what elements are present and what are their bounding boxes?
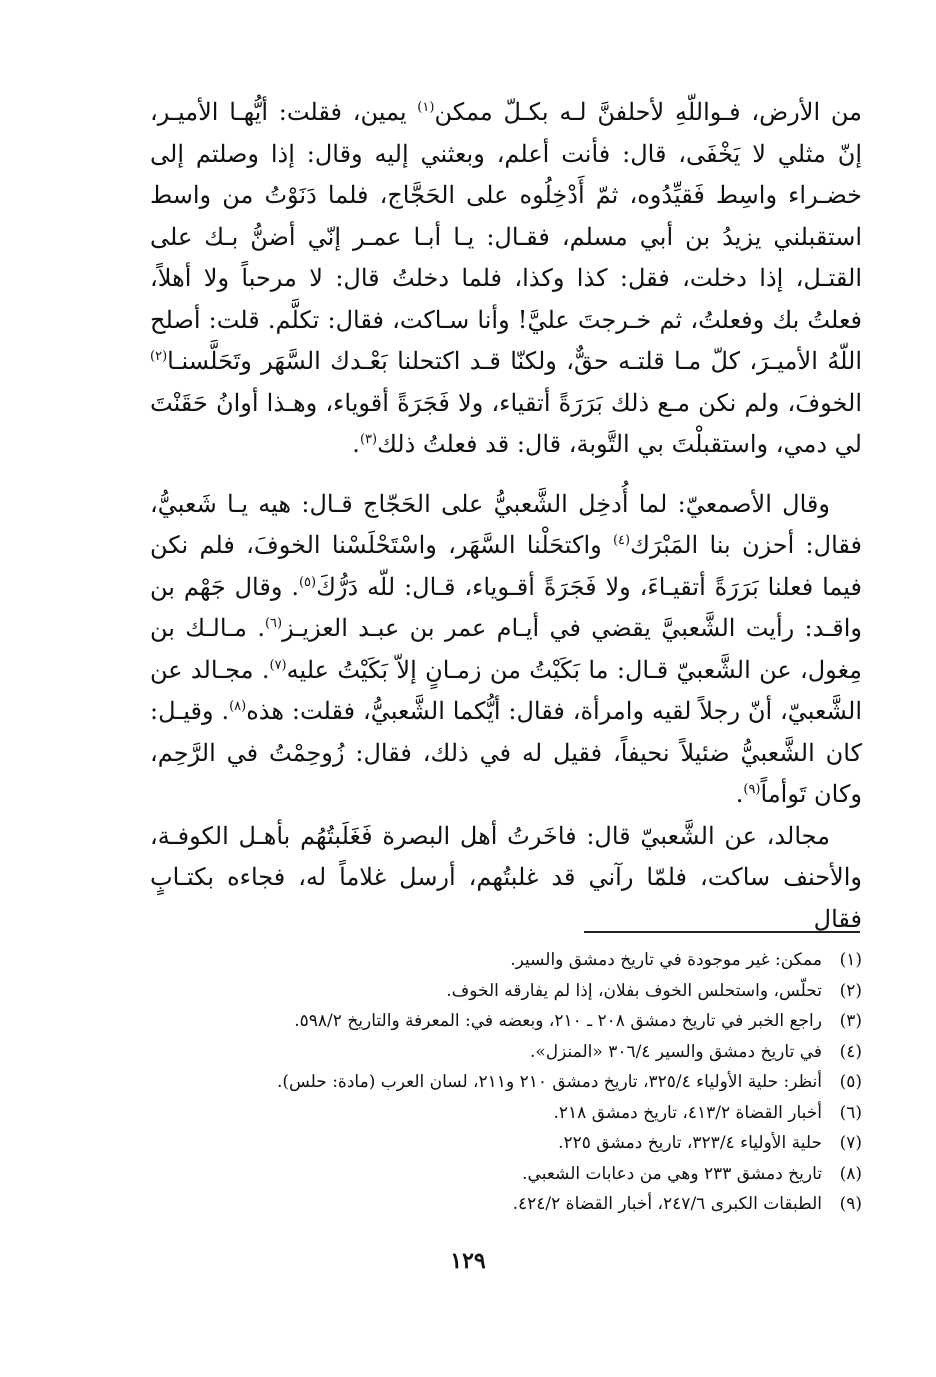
footnote [150, 1159, 862, 1190]
text-run: يمين، فقلت: أيُّهـا الأميـر، إنّ مثلي لا يَخْفَى، قال: فأنت أعلم، وبعثني إليه وقال: إذا وصلتم إلى خضـراء واسِط فَقيِّدُوه، ثمّ أَدْخِلُوه على الحَجَّاج، فلما دَنَوْتُ من واسط استقبلني يزيدُ بن أبي مسلم، فقـال: يـا أبـا عمـر إنّي أضنُّ بـك على القتـل، إذا دخلت، فقل: كذا وكذا، فلما دخلتُ قال: لا مرحباً ولا أهلاً، فعلتُ بك وفعلتُ، ثم خـرجتَ عليَّ! وأنا سـاكت، فقال: تكلَّم. قلت: أصلح اللّهُ الأميـرَ، كلّ مـا قلتـه حقٌّ، ولكنّا قـد اكتحلنا بَعْـدك السَّهَر وتَحَلَّسنـا [150, 98, 862, 375]
footnote-number: (٢) [839, 980, 862, 1001]
footnote-ref: (٧) [269, 657, 287, 673]
footnote-ref: (١) [417, 100, 435, 115]
footnote-number: (٥) [839, 1072, 862, 1092]
text-run: الخوفَ، ولم نكن مـع ذلك بَرَرَةً أتقياء، ولا فَجَرَةً أقوياء، وهـذا أوانُ حَقَنْتَ لي دمي، واستقبلْتَ بي التَّوبة، قال: قد فعلتُ ذلك [150, 388, 862, 458]
footnote-text: الطبقات الكبرى ٢٤٧/٦، أخبار القضاة ٤٢٤/٢. [512, 1194, 822, 1214]
page-number: ١٢٩ [450, 1248, 486, 1274]
footnote-text: أنظر: حلية الأولياء ٣٢٥/٤، تاريخ دمشق ٢١٠ و٢١١، لسان العرب (مادة: حلس). [276, 1072, 822, 1092]
footnote-separator [584, 931, 860, 933]
text-run: مجالد، عن الشَّعبيّ قال: فاخَرتُ أهل البصرة فَغَلَبتُهُم بأهـل الكوفـة، والأحنف ساكت، فلمّا رآني قد غلبتُهم، أرسل غلاماً له، فجاءه بكتـابٍ فقال [150, 821, 862, 933]
footnote-text: حلية الأولياء ٣٢٣/٤، تاريخ دمشق ٢٢٥. [558, 1133, 822, 1153]
text-run: من الأرض، فـواللّهِ لأحلفنَّ لـه بكـلّ ممكن [434, 98, 863, 126]
text-run: . [735, 780, 744, 808]
footnote [150, 976, 862, 1007]
footnote [150, 1189, 862, 1220]
footnote-text: تاريخ دمشق ٢٣٣ وهي من دعابات الشعبي. [522, 1163, 822, 1184]
footnote [150, 1098, 862, 1129]
paragraph [150, 92, 862, 466]
footnote [150, 1037, 862, 1068]
footnote-number: (١) [839, 950, 862, 970]
footnote [150, 1006, 862, 1037]
text-run: . مـالـك بن مِغول، عن الشَّعبيّ قـال: ما بَكَيْتُ من زمـانٍ إلاّ بَكَيْتُ عليه [150, 614, 863, 684]
footnote-text: راجع الخبر في تاريخ دمشق ٢٠٨ ـ ٢١٠، وبعضه في: المعرفة والتاريخ ٥٩٨/٢. [294, 1011, 822, 1031]
footnote-number: (٦) [839, 1102, 862, 1123]
text-run: . وقال جَهْم بن واقـد: رأيت الشَّعبيَّ يقضي في أيـام عمر بن عبـد العزيـز [150, 572, 863, 642]
footnote [150, 1128, 862, 1159]
footnote-number: (٨) [839, 1163, 862, 1184]
paragraph [150, 816, 862, 941]
footnote-ref: (٨) [229, 699, 247, 714]
footnote-number: (٧) [839, 1133, 862, 1153]
text-run: وقال الأصمعيّ: لما أُدخِل الشَّعبيُّ على الحَجّاج قـال: هيه يـا شَعبيُّ، فقال: أحزن بنا المَبْرَك [150, 489, 863, 559]
text-run: واكتحَلْنا السَّهَر، واسْتَحْلَسْنا الخوفَ، فلم نكن فيما فعلنا بَرَرَةً أتقيـاءَ، ولا فَجَرَةً أقـوياء، قـال: للّه دَرُّكَ [150, 531, 863, 601]
footnote-text: تحلّس، واستحلس الخوف بفلان، إذا لم يفارقه الخوف. [446, 980, 822, 1001]
footnote [150, 1067, 862, 1098]
footnote-number: (٤) [839, 1041, 862, 1062]
footnote-ref: (٣) [359, 432, 378, 447]
footnote [150, 945, 862, 976]
footnote-text: ممكن: غير موجودة في تاريخ دمشق والسير. [510, 950, 822, 970]
text-run: . [352, 430, 360, 458]
main-text [150, 92, 862, 940]
footnote-ref: (٤) [612, 533, 631, 548]
footnote-ref: (٢) [150, 349, 168, 364]
footnote-number: (٩) [839, 1194, 862, 1214]
footnote-ref: (٩) [743, 782, 761, 797]
footnote-ref: (٦) [264, 616, 283, 631]
footnote-number: (٣) [839, 1011, 862, 1031]
text-run: . وقيـل: كان الشَّعبيُّ ضئيلاً نحيفاً، فقيل له في ذلك، فقال: زُوحِمْتُ في الرَّحِم، وكان تَوأماً [150, 697, 862, 808]
footnote-text: في تاريخ دمشق والسير ٣٠٦/٤ «المنزل». [529, 1041, 822, 1062]
footnote-ref: (٥) [298, 574, 317, 590]
text-run: . مجـالد عن الشَّعبيّ، أنّ رجلاً لقيه وامرأة، فقال: أيُّكما الشَّعبيُّ، فقلت: هذه [150, 655, 862, 725]
paragraph [150, 484, 862, 816]
footnote-text: أخبار القضاة ٤١٣/٢، تاريخ دمشق ٢١٨. [553, 1102, 822, 1123]
footnotes [150, 945, 862, 1220]
